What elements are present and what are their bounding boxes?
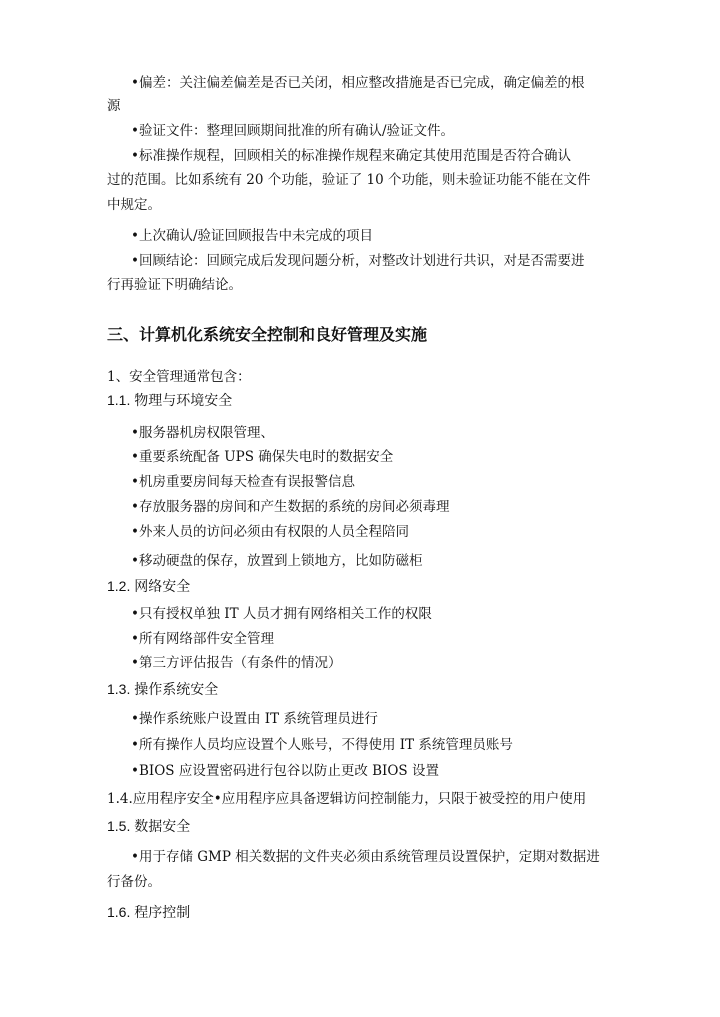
list-item: •服务器机房权限管理、 <box>131 425 274 441</box>
list-item: •移动硬盘的保存，放置到上锁地方，比如防磁柜 <box>131 553 423 569</box>
list-item: •所有网络部件安全管理 <box>131 631 274 647</box>
bullet-validation-files: •验证文件：整理回顾期间批准的所有确认/验证文件。 <box>131 123 455 139</box>
list-item: •只有授权单独 IT 人员才拥有网络相关工作的权限 <box>131 606 432 622</box>
section-1-2-title: 1.2. 网络安全 <box>107 578 191 594</box>
section-1-4-line: 1.4.应用程序安全•应用程序应具备逻辑访问控制能力，只限于被受控的用户使用 <box>107 791 587 807</box>
list-item: •第三方评估报告（有条件的情况） <box>131 655 342 671</box>
bullet-deviation-cont: 源 <box>107 98 121 114</box>
list-item: •重要系统配备 UPS 确保失电时的数据安全 <box>131 449 394 465</box>
section-1-3-title: 1.3. 操作系统安全 <box>107 681 219 697</box>
list-item: •机房重要房间每天检查有误报警信息 <box>131 474 355 490</box>
section-1-1-title: 1.1. 物理与环境安全 <box>107 392 233 408</box>
list-item: •用于存储 GMP 相关数据的文件夹必须由系统管理员设置保护，定期对数据进 <box>131 849 600 865</box>
section-1-6-title: 1.6. 程序控制 <box>107 904 191 920</box>
bullet-sop: •标准操作规程，回顾相关的标准操作规程来确定其使用范围是否符合确认 <box>131 148 571 164</box>
list-item: •外来人员的访问必须由有权限的人员全程陪同 <box>131 524 409 540</box>
section-title: 三、计算机化系统安全控制和良好管理及实施 <box>107 325 428 344</box>
bullet-conclusion: •回顾结论：回顾完成后发现问题分析，对整改计划进行共识，对是否需要进 <box>131 253 585 269</box>
section-1-5-title: 1.5. 数据安全 <box>107 818 191 834</box>
list-item-cont: 行备份。 <box>107 874 161 890</box>
sub-intro: 1、安全管理通常包含： <box>107 369 251 385</box>
list-item: •BIOS 应设置密码进行包谷以防止更改 BIOS 设置 <box>131 763 439 779</box>
bullet-deviation: •偏差：关注偏差偏差是否已关闭，相应整改措施是否已完成，确定偏差的根 <box>131 75 585 91</box>
list-item: •存放服务器的房间和产生数据的系统的房间必须毒理 <box>131 499 450 515</box>
bullet-sop-cont-2: 中规定。 <box>107 197 161 213</box>
list-item: •所有操作人员均应设置个人账号，不得使用 IT 系统管理员账号 <box>131 737 513 753</box>
list-item: •操作系统账户设置由 IT 系统管理员进行 <box>131 711 378 727</box>
bullet-previous-review: •上次确认/验证回顾报告中未完成的项目 <box>131 228 374 244</box>
bullet-sop-cont-1: 过的范围。比如系统有 20 个功能，验证了 10 个功能，则未验证功能不能在文件 <box>107 172 591 188</box>
bullet-conclusion-cont: 行再验证下明确结论。 <box>107 277 242 293</box>
